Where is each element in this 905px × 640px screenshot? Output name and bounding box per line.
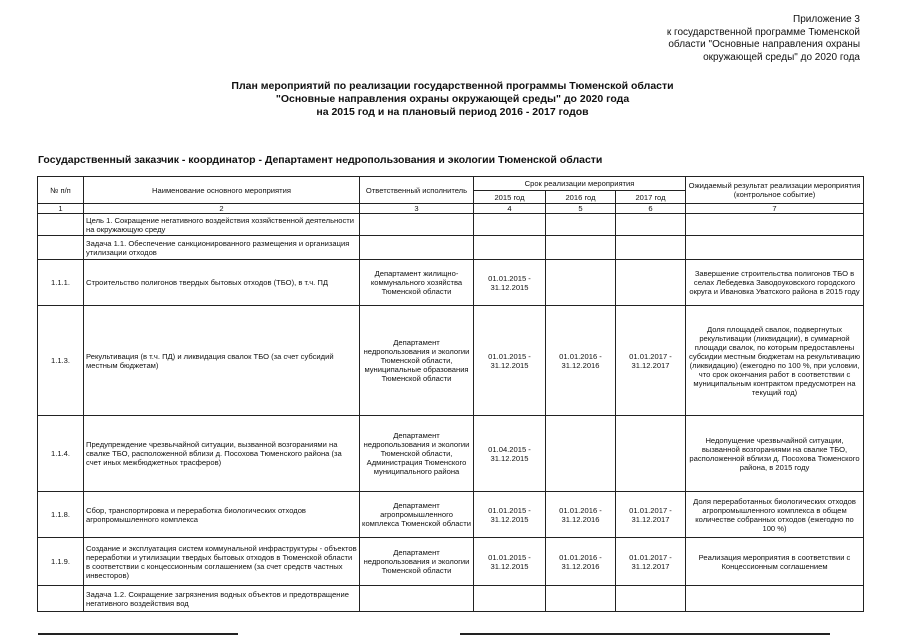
row-result: Завершение строительства полигонов ТБО в селах Лебедевка Заводоуковского городского округа и Ивановка Уватского района в 2015 году — [686, 260, 864, 306]
row-2016: 01.01.2016 - 31.12.2016 — [546, 538, 616, 586]
header-row — [38, 177, 864, 191]
table-row — [38, 306, 864, 416]
row-executor: Департамент недропользования и экологии Тюменской области, муниципальные образования Тюменской области — [360, 306, 474, 416]
row-num: 1.1.3. — [38, 306, 84, 416]
col-index: 5 — [546, 204, 616, 214]
row-2016: 01.01.2016 - 31.12.2016 — [546, 492, 616, 538]
header-result: Ожидаемый результат реализации мероприятия (контрольное событие) — [686, 177, 864, 204]
row-num: 1.1.4. — [38, 416, 84, 492]
header-name: Наименование основного мероприятия — [84, 177, 360, 204]
col-index: 6 — [616, 204, 686, 214]
row-2015: 01.01.2015 - 31.12.2015 — [474, 260, 546, 306]
task-row — [38, 586, 864, 612]
row-2015: 01.04.2015 - 31.12.2015 — [474, 416, 546, 492]
title-line: План мероприятий по реализации государственной программы Тюменской области — [231, 80, 674, 92]
row-2016 — [546, 260, 616, 306]
header-2017: 2017 год — [616, 191, 686, 204]
plan-table — [37, 176, 864, 612]
header-num: № п/п — [38, 177, 84, 204]
row-2015: 01.01.2015 - 31.12.2015 — [474, 538, 546, 586]
row-num: 1.1.8. — [38, 492, 84, 538]
row-2017 — [616, 260, 686, 306]
row-executor: Департамент недропользования и экологии Тюменской области, Администрация Тюменского муниципального района — [360, 416, 474, 492]
row-executor: Департамент агропромышленного комплекса Тюменской области — [360, 492, 474, 538]
appendix-line: к государственной программе Тюменской — [666, 26, 860, 38]
row-2016 — [546, 416, 616, 492]
task-1-2: Задача 1.2. Сокращение загрязнения водных объектов и предотвращение негативного воздействия вод — [84, 586, 360, 612]
row-name: Сбор, транспортировка и переработка биологических отходов агропромышленного комплекса — [84, 492, 360, 538]
row-2017: 01.01.2017 - 31.12.2017 — [616, 492, 686, 538]
appendix-line: области "Основные направления охраны — [668, 39, 860, 50]
row-name: Создание и эксплуатация систем коммунальной инфраструктуры - объектов переработки и утилизации твердых бытовых отходов в Тюменской области в соответствии с концессионным соглашением (за счет средств частных инвесторов) — [84, 538, 360, 586]
page-edge-line — [460, 633, 830, 635]
row-2017 — [616, 416, 686, 492]
appendix-note — [560, 14, 860, 64]
row-executor: Департамент жилищно-коммунального хозяйства Тюменской области — [360, 260, 474, 306]
goal-1: Цель 1. Сокращение негативного воздействия хозяйственной деятельности на окружающую среду — [84, 214, 360, 236]
header-2016: 2016 год — [546, 191, 616, 204]
table-row — [38, 260, 864, 306]
row-num: 1.1.1. — [38, 260, 84, 306]
row-num: 1.1.9. — [38, 538, 84, 586]
appendix-line: окружающей среды" до 2020 года — [703, 51, 860, 63]
appendix-line: Приложение 3 — [793, 14, 860, 25]
task-row — [38, 236, 864, 260]
goal-row — [38, 214, 864, 236]
title-line: "Основные направления охраны окружающей среды" до 2020 года — [275, 93, 630, 105]
row-result: Недопущение чрезвычайной ситуации, вызванной возгораниями на свалке ТБО, расположенной вблизи д. Посохова Тюменского района, в 2015 году — [686, 416, 864, 492]
row-2015: 01.01.2015 - 31.12.2015 — [474, 306, 546, 416]
row-name: Рекультивация (в т.ч. ПД) и ликвидация свалок ТБО (за счет субсидий местным бюджетам) — [84, 306, 360, 416]
page-edge-line — [38, 633, 238, 635]
col-index: 1 — [38, 204, 84, 214]
title-line: на 2015 год и на плановый период 2016 - 2017 годов — [316, 106, 589, 118]
row-result: Доля переработанных биологических отходов агропромышленного комплекса в общем количестве собранных отходов (ежегодно по 100 %) — [686, 492, 864, 538]
column-index-row — [38, 204, 864, 214]
row-name: Предупреждение чрезвычайной ситуации, вызванной возгораниями на свалке ТБО, расположенной вблизи д. Посохова Тюменского района (за счет иных межбюджетных трасферов) — [84, 416, 360, 492]
col-index: 7 — [686, 204, 864, 214]
col-index: 4 — [474, 204, 546, 214]
header-executor: Ответственный исполнитель — [360, 177, 474, 204]
row-executor: Департамент недропользования и экологии Тюменской области — [360, 538, 474, 586]
row-result: Доля площадей свалок, подвергнутых рекультивации (ликвидации), в суммарной площади свалок, по которым предоставлены субсидии местным бюджетам на рекультивацию (ликвидацию) (ежегодно по 100 %, при условии, что срок окончания работ в соответствии с муниципальным контрактом предусмотрен на текущий год) — [686, 306, 864, 416]
row-2016: 01.01.2016 - 31.12.2016 — [546, 306, 616, 416]
header-2015: 2015 год — [474, 191, 546, 204]
document-title — [0, 80, 905, 119]
row-name: Строительство полигонов твердых бытовых отходов (ТБО), в т.ч. ПД — [84, 260, 360, 306]
col-index: 2 — [84, 204, 360, 214]
col-index: 3 — [360, 204, 474, 214]
header-period: Срок реализации мероприятия — [474, 177, 686, 191]
task-1-1: Задача 1.1. Обеспечение санкционированного размещения и организация утилизации отходов — [84, 236, 360, 260]
table-row — [38, 492, 864, 538]
row-2015: 01.01.2015 - 31.12.2015 — [474, 492, 546, 538]
row-2017: 01.01.2017 - 31.12.2017 — [616, 306, 686, 416]
row-result: Реализация мероприятия в соответствии с Концессионным соглашением — [686, 538, 864, 586]
table-row — [38, 416, 864, 492]
row-2017: 01.01.2017 - 31.12.2017 — [616, 538, 686, 586]
state-customer-line: Государственный заказчик - координатор - Департамент недропользования и экологии Тюменской области — [38, 154, 603, 166]
table-row — [38, 538, 864, 586]
